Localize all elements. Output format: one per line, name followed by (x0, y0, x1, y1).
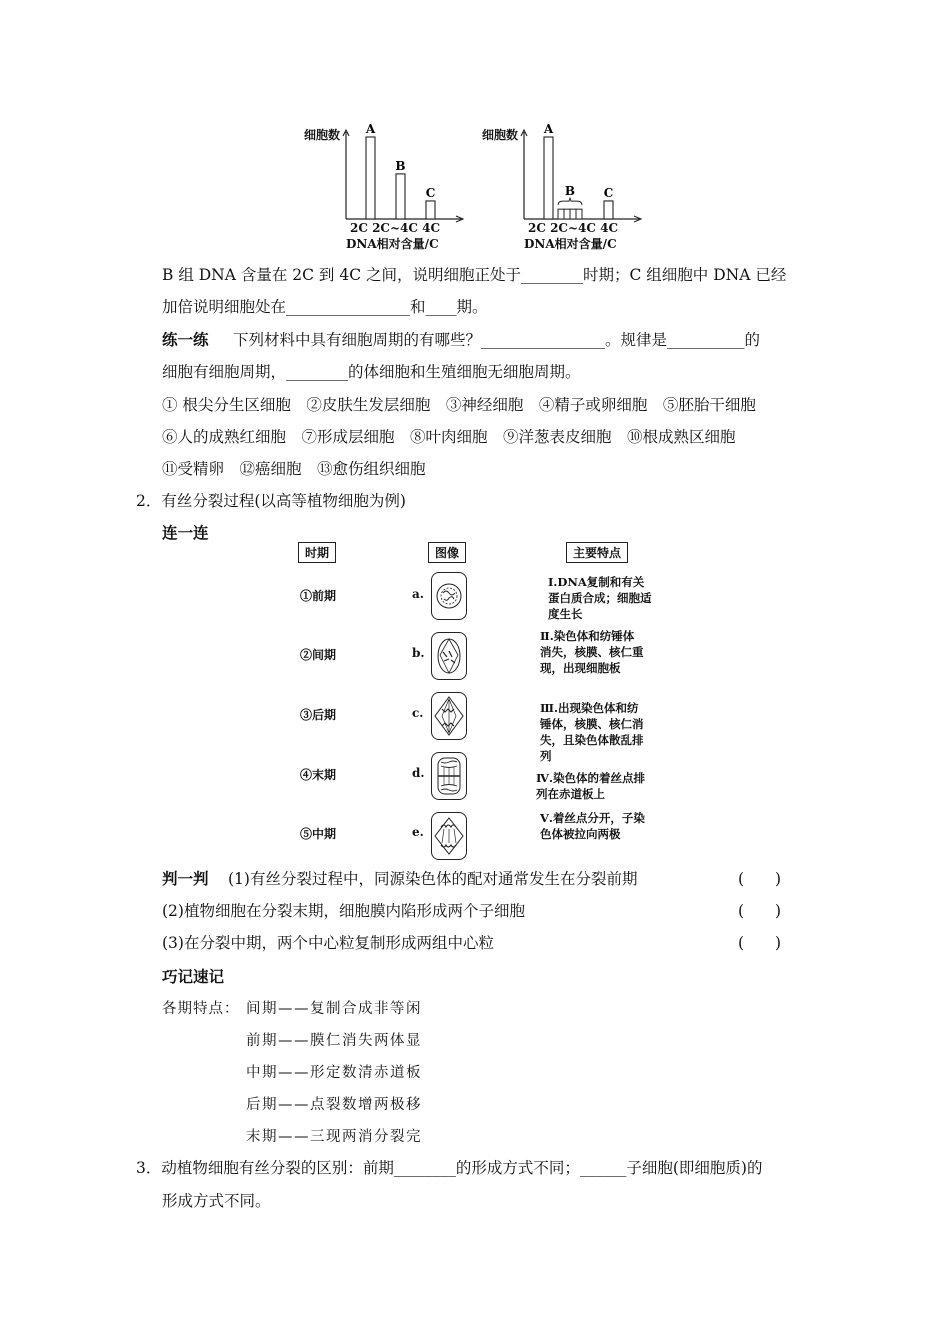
hist2-bar-label-C: C (603, 185, 614, 200)
cell-image-e (431, 812, 467, 860)
hist1-xticks: 2C 2C~4C 4C (350, 221, 441, 235)
mnemonic-heading: 巧记速记 (162, 967, 225, 986)
hist2-bar-B-part-3 (570, 209, 576, 219)
feature-5: Ⅴ.着丝点分开，子染色体被拉向两极 (540, 811, 645, 841)
hist2-bar-label-A: A (543, 122, 554, 136)
mnemonic-line-2: 前期——膜仁消失两体显 (246, 1033, 422, 1049)
hist1-bar-label-B: B (395, 158, 406, 173)
image-label-c: c. (412, 706, 424, 720)
cell-image-b (431, 632, 467, 680)
practice-line1: 下列材料中具有细胞周期的有哪些？________________。规律是__________的 (233, 331, 761, 349)
image-label-b: b. (412, 646, 425, 660)
hist1-bar-A (366, 137, 375, 219)
judge-paren-2[interactable]: ( ) (738, 902, 782, 920)
judge-paren-3[interactable]: ( ) (738, 934, 782, 952)
matching-figure (290, 540, 670, 858)
practice-label: 练一练 (162, 330, 209, 349)
header-period: 时期 (298, 542, 336, 563)
period-4: ④末期 (300, 768, 337, 782)
hist1-xlabel: DNA相对含量/C (346, 237, 439, 251)
hist2-bar-B-part-4 (576, 209, 582, 219)
judge-paren-1[interactable]: ( ) (738, 870, 782, 888)
hist2-bar-A (544, 137, 553, 219)
hist2-xlabel: DNA相对含量/C (524, 237, 617, 251)
para-b-line2: 加倍说明细胞处在________________和____期。 (162, 298, 488, 316)
options-row2: ⑥人的成熟红细胞 ⑦形成层细胞 ⑧叶肉细胞 ⑨洋葱表皮细胞 ⑩根成熟区细胞 (162, 428, 736, 446)
feature-2: Ⅱ.染色体和纺锤体消失，核膜、核仁重现，出现细胞板 (540, 629, 644, 675)
hist2-brace (558, 198, 582, 205)
practice-line2: 细胞有细胞周期，________的体细胞和生殖细胞无细胞周期。 (162, 363, 581, 381)
hist1-bar-label-A: A (365, 122, 376, 136)
feature-1: Ⅰ.DNA复制和有关蛋白质合成；细胞适度生长 (548, 575, 652, 621)
hist1-ylabel: 细胞数 (304, 128, 341, 142)
options-row1: ① 根尖分生区细胞 ②皮肤生发层细胞 ③神经细胞 ④精子或卵细胞 ⑤胚胎干细胞 (162, 396, 756, 414)
judge-label: 判一判 (162, 869, 209, 888)
cell-image-a (431, 572, 467, 620)
image-label-a: a. (412, 587, 424, 601)
period-2: ②间期 (300, 648, 337, 662)
section3-line1: 3．动植物细胞有丝分裂的区别：前期________的形成方式不同；______子细胞(即细胞质)的 (136, 1159, 763, 1177)
mnemonic-line-4: 后期——点裂数增两极移 (246, 1097, 422, 1113)
judge-item-2: (2)植物细胞在分裂末期，细胞膜内陷形成两个子细胞 (162, 902, 525, 920)
mnemonic-line-5: 末期——三现两消分裂完 (246, 1129, 422, 1145)
hist1-bar-C (426, 201, 435, 219)
header-feature: 主要特点 (566, 542, 628, 563)
feature-4: Ⅳ.染色体的着丝点排列在赤道板上 (536, 771, 646, 801)
judge-item-3: (3)在分裂中期，两个中心粒复制形成两组中心粒 (162, 934, 494, 952)
image-label-d: d. (412, 766, 425, 780)
section2-heading: 2．有丝分裂过程(以高等植物细胞为例) (136, 492, 406, 510)
mnemonic-line-1: 间期——复制合成非等闲 (246, 1001, 422, 1017)
hist2-bar-B-part-2 (564, 209, 570, 219)
cell-image-d (431, 752, 467, 800)
period-3: ③后期 (300, 708, 337, 722)
judge-item-1: (1)有丝分裂过程中，同源染色体的配对通常发生在分裂前期 (228, 870, 638, 888)
dna-histograms-figure (300, 122, 660, 252)
hist2-bar-label-B: B (564, 184, 576, 199)
cell-image-c (431, 692, 467, 740)
feature-3: Ⅲ.出现染色体和纺锤体，核膜、核仁消失，且染色体散乱排列 (540, 701, 644, 763)
options-row3: ⑪受精卵 ⑫癌细胞 ⑬愈伤组织细胞 (162, 460, 426, 478)
connect-label: 连一连 (162, 523, 209, 542)
hist2-xticks: 2C 2C~4C 4C (528, 221, 619, 235)
hist2-bar-C (604, 201, 613, 219)
period-1: ①前期 (300, 589, 337, 603)
section3-line2: 形成方式不同。 (162, 1192, 271, 1210)
hist2-ylabel: 细胞数 (482, 128, 519, 142)
hist1-bar-B (396, 174, 405, 219)
para-b-line1: B 组 DNA 含量在 2C 到 4C 之间，说明细胞正处于________时期；C 组细胞中 DNA 已经 (162, 266, 787, 284)
header-image: 图像 (428, 542, 466, 563)
period-5: ⑤中期 (300, 827, 337, 841)
mnemonic-line-3: 中期——形定数清赤道板 (246, 1065, 422, 1081)
mnemonic-prefix: 各期特点： (162, 1001, 240, 1017)
image-label-e: e. (412, 825, 424, 839)
hist2-bar-B-part-1 (558, 209, 564, 219)
hist1-bar-label-C: C (425, 185, 436, 200)
